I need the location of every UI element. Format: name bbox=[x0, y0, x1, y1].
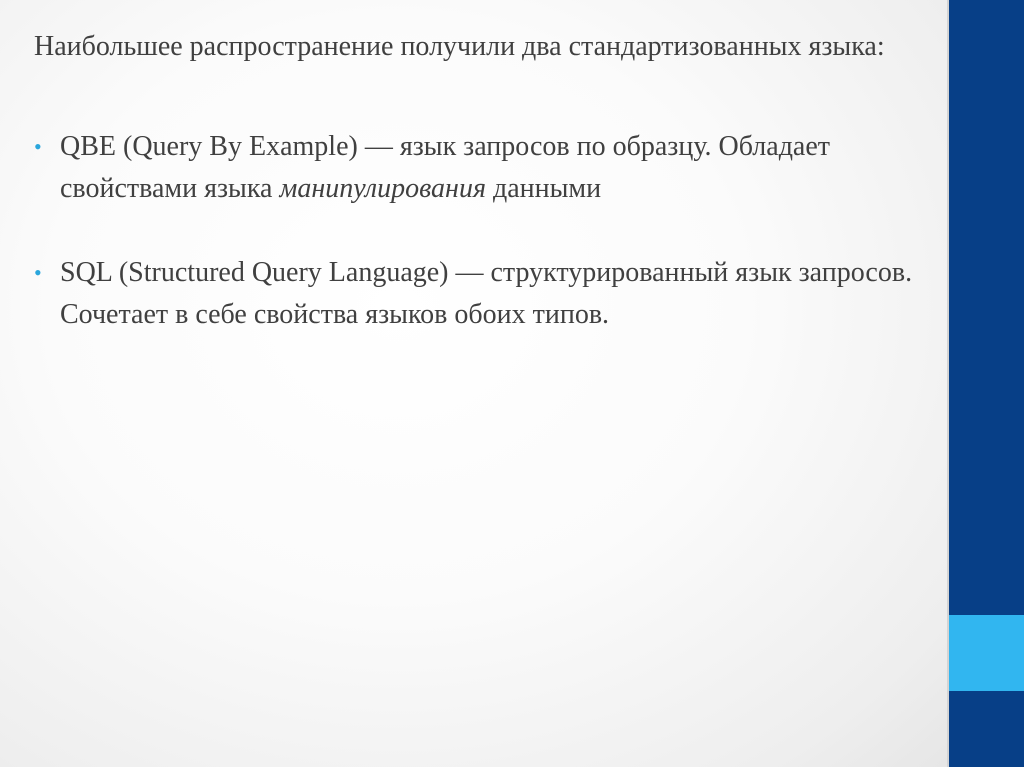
bullet-item-qbe bbox=[34, 126, 914, 210]
intro-text: Наибольшее распространение получили два стандартизованных языка: bbox=[34, 31, 885, 62]
bullet-item-sql bbox=[34, 252, 914, 336]
bullet-marker: • bbox=[34, 134, 42, 159]
sidebar-accent-block bbox=[949, 615, 1024, 691]
bullet-qbe-text: QBE (Query By Example) — язык запросов по образцу. Обладает свойствами языка bbox=[60, 131, 831, 204]
decorative-sidebar bbox=[949, 0, 1024, 767]
bullet-qbe-emphasis: манипулирования bbox=[279, 173, 486, 204]
bullet-list bbox=[34, 126, 914, 336]
slide-text-block bbox=[34, 26, 914, 336]
bullet-sql-text: SQL (Structured Query Language) — структурированный язык запросов. Сочетает в себе свойства языков обоих типов. bbox=[60, 257, 913, 330]
bullet-qbe-text-end: данными bbox=[485, 173, 602, 204]
bullet-marker: • bbox=[34, 260, 42, 285]
